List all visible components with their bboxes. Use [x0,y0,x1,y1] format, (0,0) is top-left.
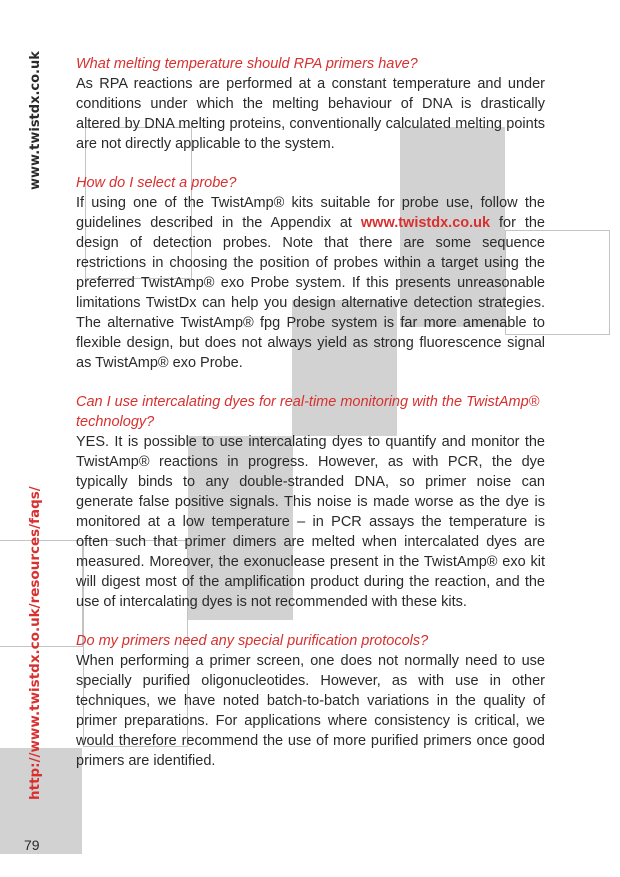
faq-question-3: Can I use intercalating dyes for real-time monitoring with the TwistAmp® technology? [76,394,540,430]
page-number: 79 [24,837,40,853]
faq-question-1: What melting temperature should RPA primers have? [76,56,418,72]
faq-content [76,54,545,790]
faq-answer-2-part-2: for the design of detection probes. Note that there are some sequence restrictions in choosing the position of probes within a target using the preferred TwistAmp® exo Probe system. If this presents unreasonable limitations TwistDx can help you design alternative detection strategies. The alternative TwistAmp® fpg Probe system is far more amenable to flexible design, but does not always yield as strong fluorescence signal as TwistAmp® exo Probe. [76,215,545,371]
faq-url-vertical[interactable]: http://www.twistdx.co.uk/resources/faqs/ [27,486,43,800]
faq-answer-3: YES. It is possible to use intercalating dyes to quantify and monitor the TwistAmp® reactions in progress. However, as with PCR, the dye typically binds to any double-stranded DNA, so primer noise can generate false positive signals. This noise is made worse as the dye is monitored at a low temperature – in PCR assays the temperature is often such that primer dimers are melted when intercalated dyes are measured. Moreover, the exonuclease present in the TwistAmp® exo kit will digest most of the amplification product during the reaction, and the use of intercalating dyes is not recommended with these kits. [76,434,545,610]
faq-answer-2-part-1: If using one of the TwistAmp® kits suitable for probe use, follow the guidelines described in the Appendix at [76,195,545,231]
site-url-vertical[interactable]: www.twistdx.co.uk [28,51,43,190]
faq-answer-2 [76,193,545,373]
faq-answer-1: As RPA reactions are performed at a constant temperature and under conditions under which the melting behaviour of DNA is drastically altered by DNA melting proteins, conventionally calculated melting points are not directly applicable to the system. [76,76,545,152]
faq-question-4: Do my primers need any special purification protocols? [76,633,429,649]
twistdx-link[interactable]: www.twistdx.co.uk [360,215,491,231]
faq-answer-4: When performing a primer screen, one does not normally need to use specially purified oligonucleotides. However, as with use in other techniques, we have noted batch-to-batch variations in the quality of primer preparations. For applications where consistency is critical, we would therefore recommend the use of more purified primers once good primers are identified. [76,653,545,769]
faq-question-2: How do I select a probe? [76,175,237,191]
